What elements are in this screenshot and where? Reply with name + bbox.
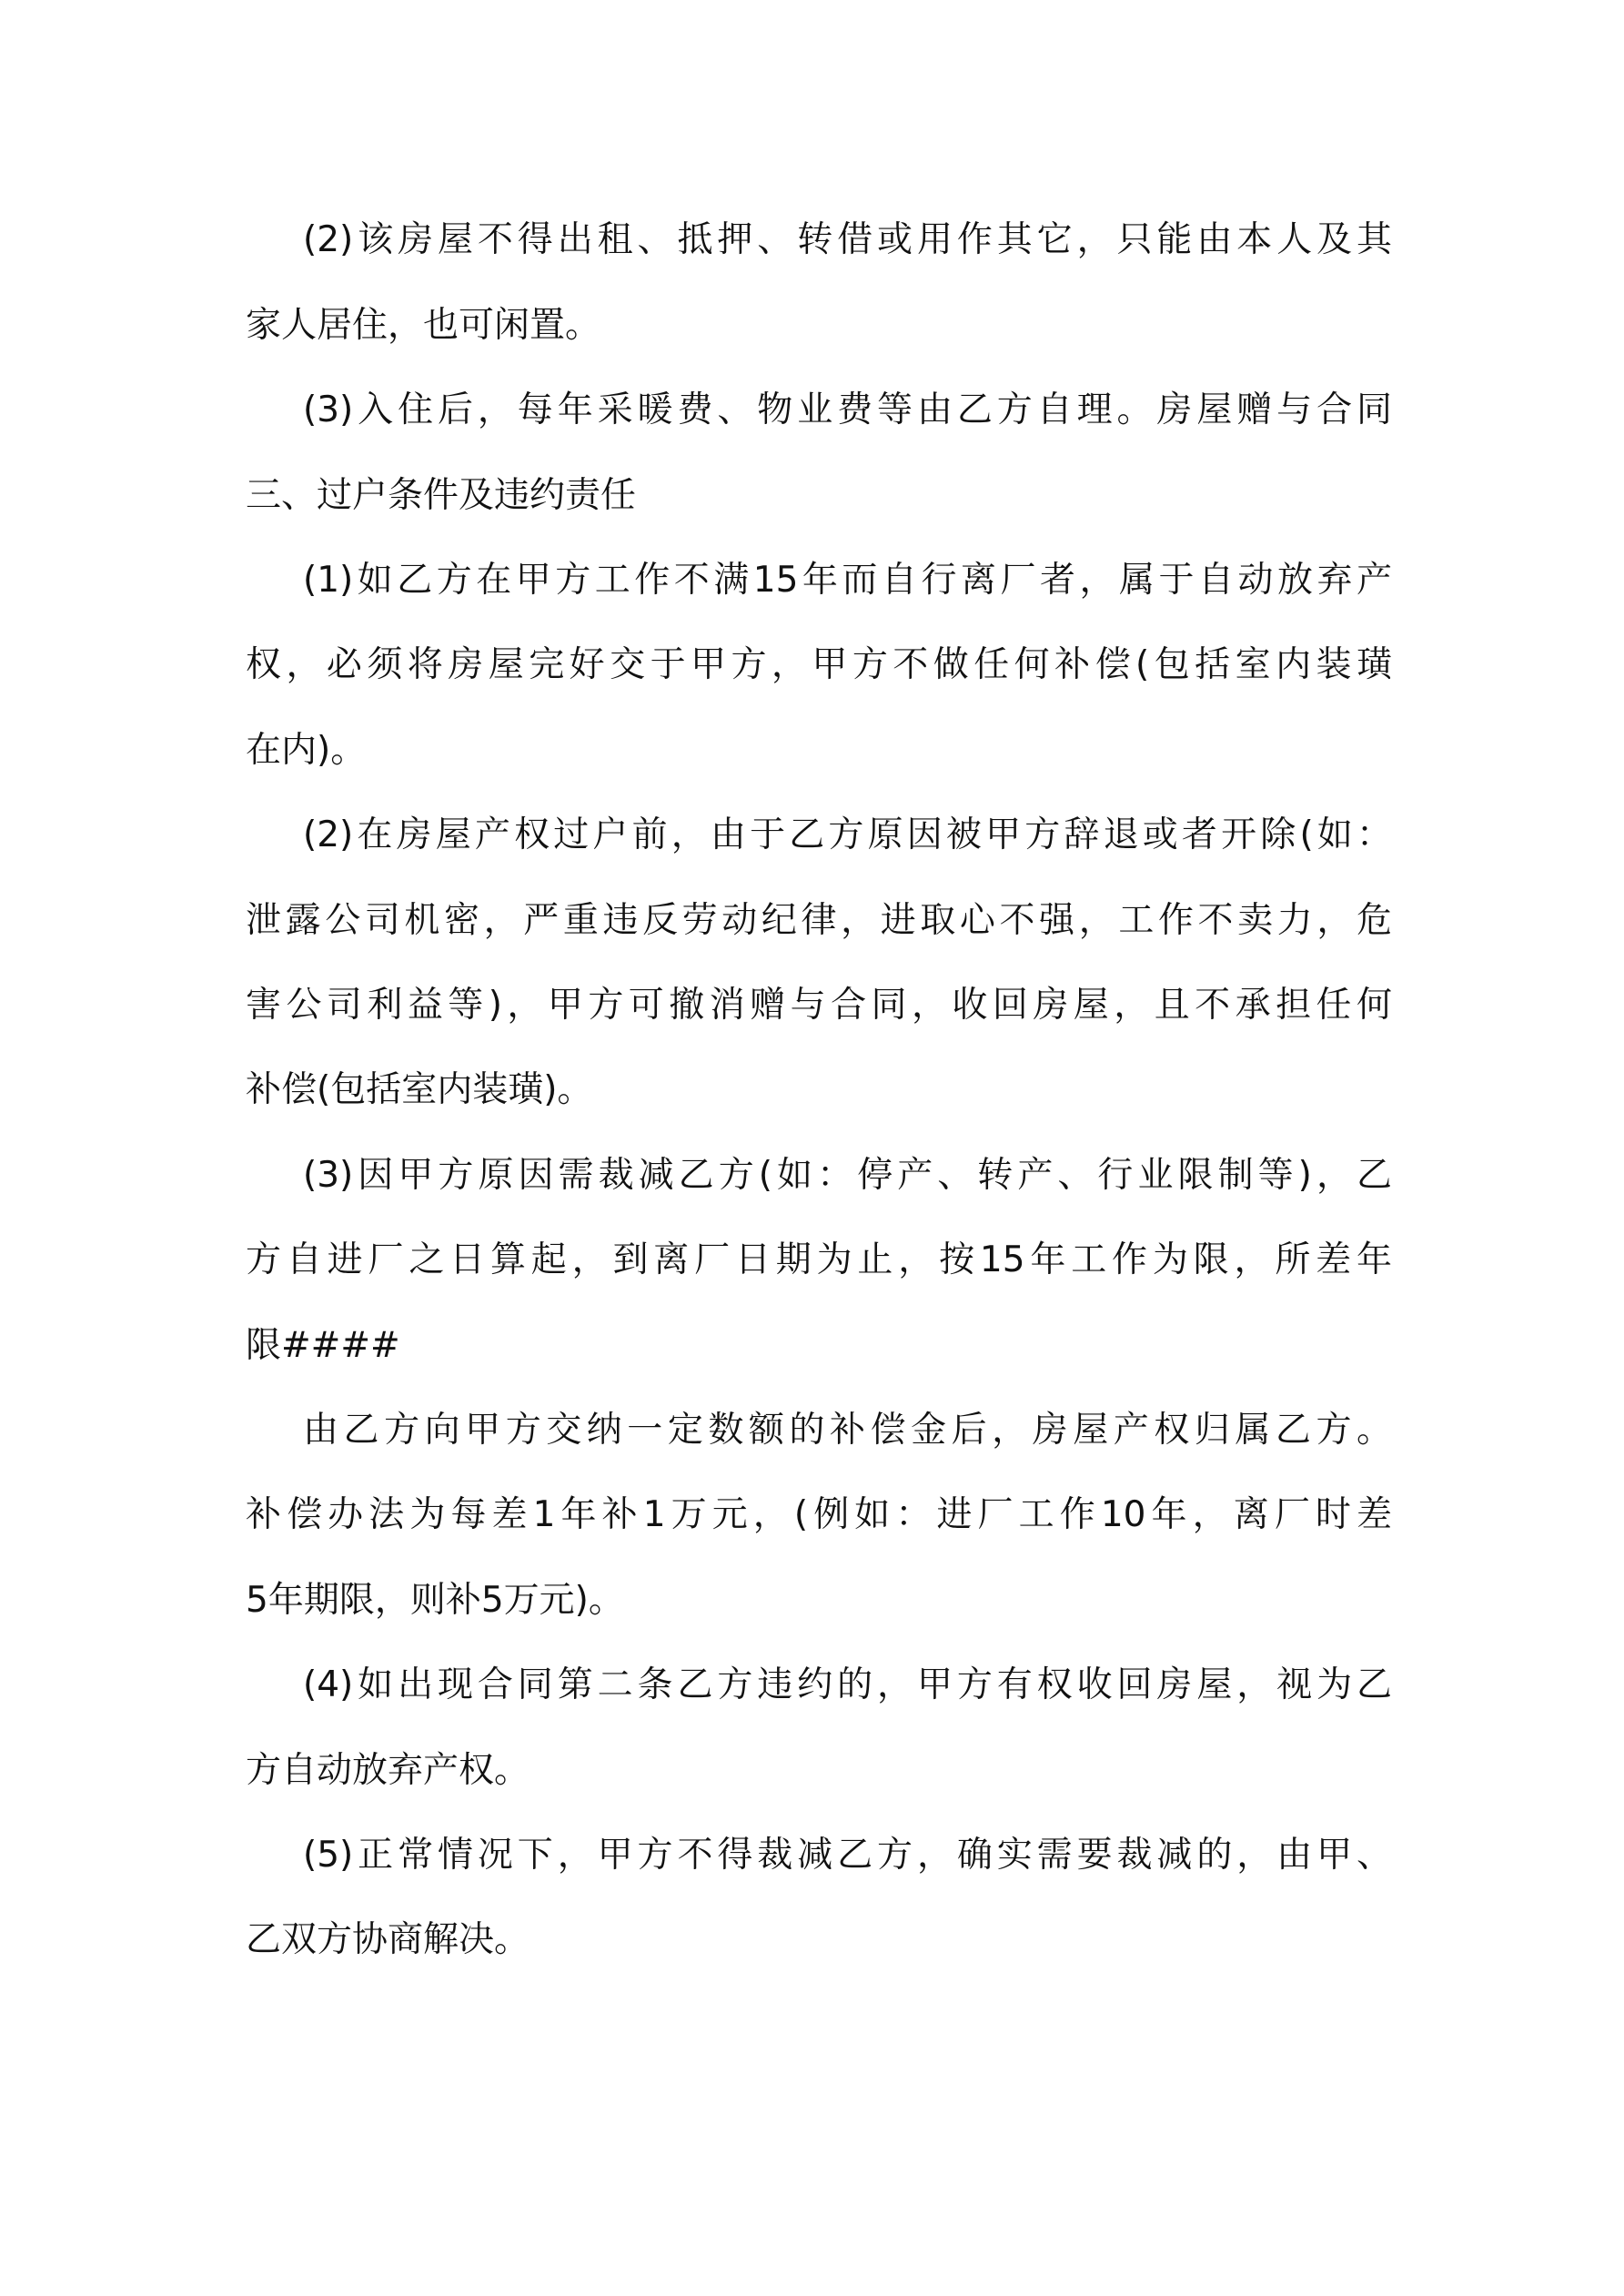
paragraph-3-line-3: 在内)。 xyxy=(246,730,367,771)
paragraph-5-line-1: (3)因甲方原因需裁减乙方(如：停产、转产、行业限制等)，乙 xyxy=(303,1155,1392,1196)
paragraph-6-line-1: 由乙方向甲方交纳一定数额的补偿金后，房屋产权归属乙方。 xyxy=(303,1410,1392,1451)
paragraph-7-line-1: (4)如出现合同第二条乙方违约的，甲方有权收回房屋，视为乙 xyxy=(303,1664,1392,1705)
paragraph-4-line-1: (2)在房屋产权过户前，由于乙方原因被甲方辞退或者开除(如： xyxy=(303,814,1392,855)
paragraph-8-line-2: 乙双方协商解决。 xyxy=(246,1919,530,1960)
paragraph-4-line-3: 害公司利益等)，甲方可撤消赠与合同，收回房屋，且不承担任何 xyxy=(246,985,1392,1026)
paragraph-1-line-1: (2)该房屋不得出租、抵押、转借或用作其它，只能由本人及其 xyxy=(303,219,1392,260)
paragraph-3-line-2: 权，必须将房屋完好交于甲方，甲方不做任何补偿(包括室内装璜 xyxy=(246,644,1392,685)
paragraph-1-line-2: 家人居住，也可闲置。 xyxy=(246,305,601,346)
paragraph-4-line-4: 补偿(包括室内装璜)。 xyxy=(246,1069,593,1110)
paragraph-4-line-2: 泄露公司机密，严重违反劳动纪律，进取心不强，工作不卖力，危 xyxy=(246,900,1392,941)
paragraph-5-line-3: 限#### xyxy=(246,1325,400,1366)
paragraph-2-line-2: 三、过户条件及违约责任 xyxy=(246,475,637,516)
paragraph-6-line-2: 补偿办法为每差1年补1万元，(例如：进厂工作10年，离厂时差 xyxy=(246,1494,1392,1535)
paragraph-3-line-1: (1)如乙方在甲方工作不满15年而自行离厂者，属于自动放弃产 xyxy=(303,560,1392,601)
paragraph-8-line-1: (5)正常情况下，甲方不得裁减乙方，确实需要裁减的，由甲、 xyxy=(303,1835,1392,1876)
paragraph-2-line-1: (3)入住后，每年采暖费、物业费等由乙方自理。房屋赠与合同 xyxy=(303,389,1392,430)
paragraph-5-line-2: 方自进厂之日算起，到离厂日期为止，按15年工作为限，所差年 xyxy=(246,1239,1392,1280)
paragraph-6-line-3: 5年期限，则补5万元)。 xyxy=(246,1580,624,1621)
paragraph-7-line-2: 方自动放弃产权。 xyxy=(246,1750,530,1791)
